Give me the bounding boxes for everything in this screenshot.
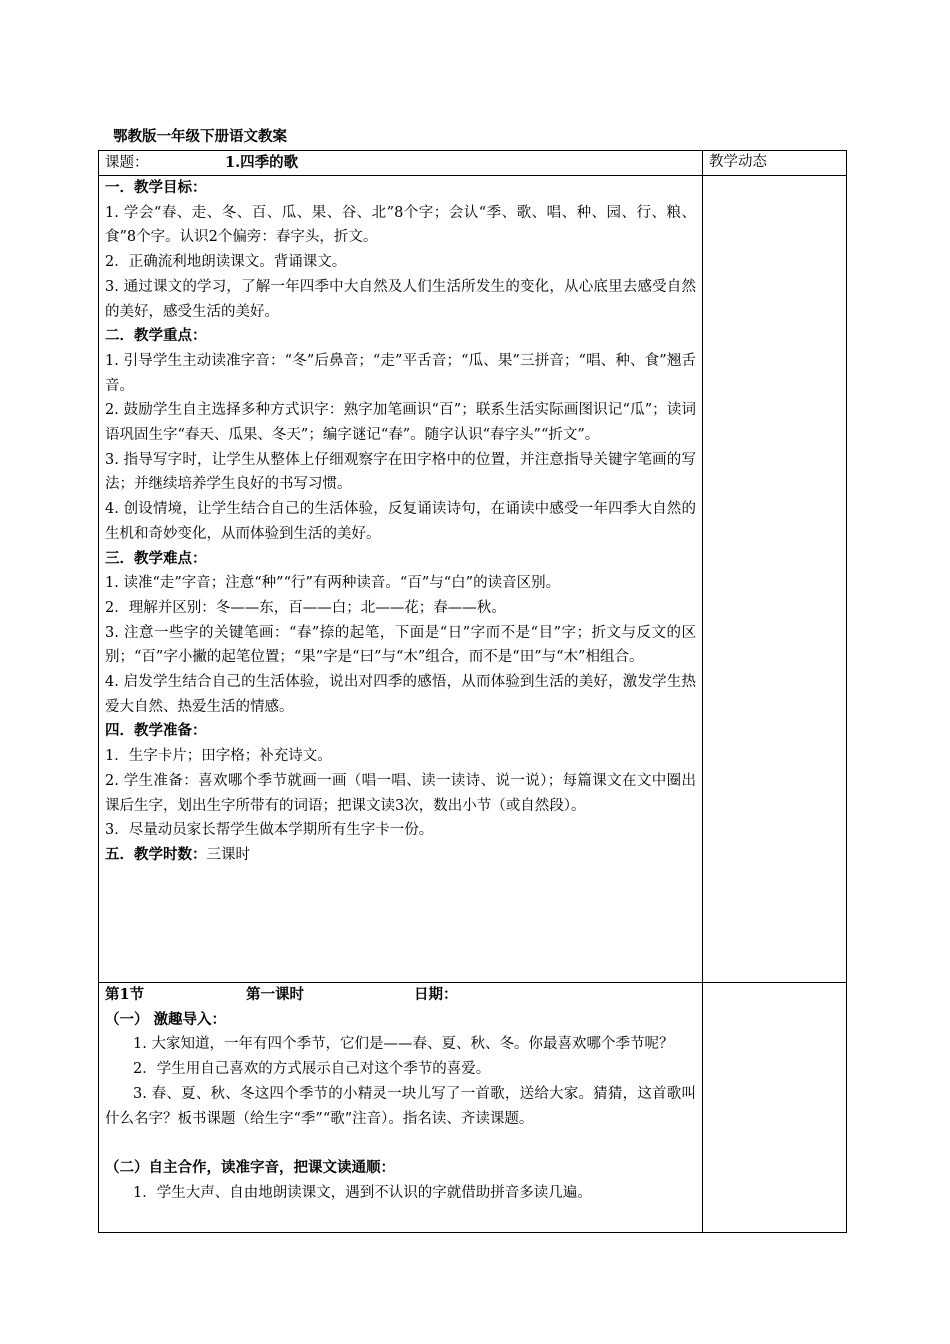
lesson-plan-table <box>98 150 847 1233</box>
key-point-item: 2. 鼓励学生自主选择多种方式识字：熟字加笔画识“百”；联系生活实际画图识记“瓜”；读词语巩固生字“春天、瓜果、冬天”；编字谜记“春”。随字认识“春字头”“折文”。 <box>105 402 696 444</box>
difficulty-item: 3. 注意一些字的关键笔画：“春”捺的起笔，下面是“日”字而不是“目”字；折文与反文的区别；“百”字小撇的起笔位置；“果”字是“曰”与“木”组合，而不是“田”与“木”相组合。 <box>105 624 696 666</box>
document-title: 鄂教版一年级下册语文教案 <box>113 128 287 145</box>
lesson1-cell <box>99 983 703 1233</box>
topic-cell <box>99 151 703 176</box>
teaching-dynamics-label: 教学动态 <box>709 154 767 170</box>
teaching-hours-value: 三课时 <box>206 846 250 863</box>
preparation-item: 1．生字卡片；田字格；补充诗文。 <box>105 748 332 765</box>
objective-item: 3. 通过课文的学习，了解一年四季中大自然及人们生活所发生的变化，从心底里去感受自然的美好，感受生活的美好。 <box>105 278 696 320</box>
difficulty-item: 1. 读准“走”字音；注意“种”“行”有两种读音。“百”与“白”的读音区别。 <box>105 575 561 592</box>
part1-title: （一） 激趣导入： <box>105 1010 227 1028</box>
topic-label: 课题： <box>105 155 149 171</box>
preparation-item: 2. 学生准备：喜欢哪个季节就画一画（唱一唱、读一读诗、说一说）；每篇课文在文中圈出课后生字，划出生字所带有的词语；把课文读3次，数出小节（或自然段）。 <box>105 772 696 814</box>
section-title-objectives: 一．教学目标： <box>105 179 207 196</box>
section-title-difficulties: 三．教学难点： <box>105 549 207 567</box>
overview-row <box>99 176 847 983</box>
key-point-item: 1. 引导学生主动读准字音：“冬”后鼻音；“走”平舌音；“瓜、果”三拼音；“唱、种、食”翘舌音。 <box>105 352 696 394</box>
key-point-item: 4. 创设情境，让学生结合自己的生活体验，反复诵读诗句，在诵读中感受一年四季大自然的生机和奇妙变化，从而体验到生活的美好。 <box>105 501 696 542</box>
preparation-item: 3．尽量动员家长帮学生做本学期所有生字卡一份。 <box>105 822 434 839</box>
blank-line <box>105 1131 696 1156</box>
part1-item: 2．学生用自己喜欢的方式展示自己对这个季节的喜爱。 <box>133 1061 491 1078</box>
section-title-hours: 五．教学时数： <box>105 845 207 863</box>
part2-item: 1．学生大声、自由地朗读课文，遇到不认识的字就借助拼音多读几遍。 <box>133 1184 592 1201</box>
header-row <box>99 151 847 176</box>
section-number: 第1节 <box>105 986 145 1003</box>
lesson1-row <box>99 983 847 1233</box>
objective-item: 2．正确流利地朗读课文。背诵课文。 <box>105 254 347 271</box>
difficulty-item: 2．理解并区别：冬——东，百——白；北——花；春——秋。 <box>105 599 506 616</box>
date-label: 日期： <box>414 986 458 1003</box>
overview-cell <box>99 176 703 983</box>
part2-title: （二）自主合作，读准字音，把课文读通顺： <box>105 1158 395 1176</box>
part1-item: 3. 春、夏、秋、冬这四个季节的小精灵一块儿写了一首歌，送给大家。猜猜，这首歌叫什么名字？板书课题（给生字“季”“歌”注音）。指名读、齐读课题。 <box>105 1085 696 1127</box>
section-title-preparation: 四．教学准备： <box>105 722 207 740</box>
topic-value: 1.四季的歌 <box>225 154 299 171</box>
overview-side-cell <box>703 176 847 983</box>
side-header-cell <box>703 151 847 176</box>
part1-item: 1. 大家知道，一年有四个季节，它们是——春、夏、秋、冬。你最喜欢哪个季节呢？ <box>133 1036 674 1053</box>
section-title-key-points: 二．教学重点： <box>105 327 207 345</box>
key-point-item: 3. 指导写字时，让学生从整体上仔细观察字在田字格中的位置，并注意指导关键字笔画的写法；并继续培养学生良好的书写习惯。 <box>105 451 696 493</box>
teaching-hours-line <box>105 843 696 868</box>
objective-item: 1. 学会“春、走、冬、百、瓜、果、谷、北”8个字；会认“季、歌、唱、种、园、行、粮、食”8个字。认识2个偏旁：春字头，折文。 <box>105 204 696 246</box>
period-label: 第一课时 <box>246 986 304 1003</box>
lesson1-header <box>105 983 696 1008</box>
difficulty-item: 4. 启发学生结合自己的生活体验，说出对四季的感悟，从而体验到生活的美好，激发学生热爱大自然、热爱生活的情感。 <box>105 674 696 715</box>
lesson1-side-cell <box>703 983 847 1233</box>
